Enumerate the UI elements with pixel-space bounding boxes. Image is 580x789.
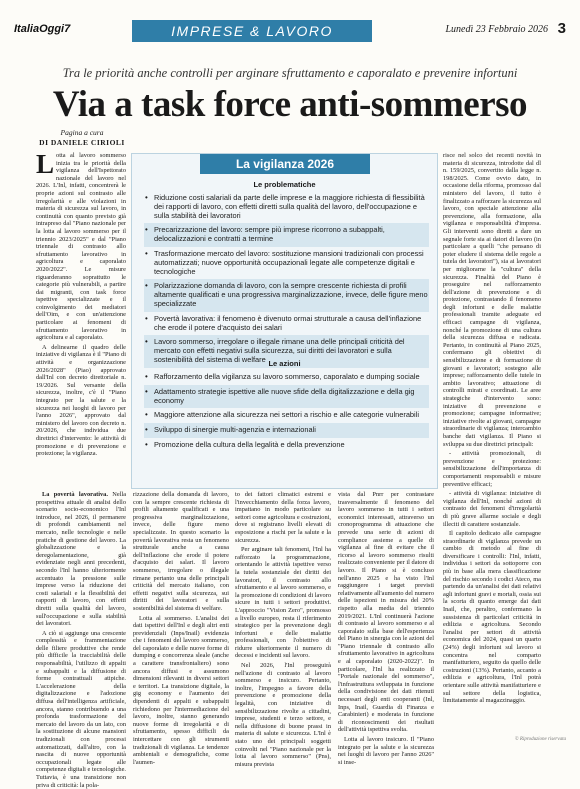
newspaper-logo: ItaliaOggi7 [14,23,71,35]
paragraph: risce nel solco dei recenti novità in materia di sicurezza, introdotte dal dl n. 159/2025, convertito dalla legge n. 198/2025. Come ovvio dato, in occasione della riforma, promosso dal ministero del lavoro, il tutto è finalizzato a rafforzare la sicurezza sul lavoro, con speciale attenzione alla prevenzione, alla formazione, alla vigilanza e responsabilità d'impresa. Gli interventi sono diretti a dare un segnale forte sia ai datori di lavoro (in particolare a quelli "che pensano di poter eludere il sistema delle regole a tutela dei lavoratori"), sia ai lavoratori per migliorarne la "cultura" della sicurezza. Finalità del Piano è proseguire nel rafforzamento dell'azione di prevenzione e di protezione, contrastando il fenomeno degli infortuni e delle malattie professionali tramite adeguate ed efficaci campagne di vigilanza, nonché la promozione di una cultura della sicurezza diffusa e radicata. Pertanto, in continuità al Piano 2025, confermano gli obiettivi di sensibilizzazione e di formazione di giovani e lavoratori; sostegno alle imprese; rafforzamento delle tutele in ambito lavorativo; attuazione di controlli mirati e coordinati. Le aree strategiche d'intervento sono: iniziative di prevenzione e promozione; campagne informative; iniziative rivolte ai giovani, campagne straordinarie di vigilanza; intercambio banche dati vigilanza. Il Piano si sviluppa su due direttrici principali: [443,152,541,448]
vigilanza-info-box [131,153,438,489]
masthead [14,20,566,46]
byline-page: Pagina a cura [60,128,104,137]
paragraph: La povertà lavorativa. Nella prospettiva attuale di analisi dello scenario socio-economico l'Inl introduce, nel 2026, il permanere di profondi cambiamenti nel mercato, nelle tecnologie e nelle pratiche di gestione del lavoro. La globalizzazione e la deregolamentazione, già evidenziate negli anni precedenti, secondo l'Inl hanno ulteriormente accentuato la pressione sulle imprese verso la riduzione dei costi salariali e la flessibilità dei rapporti di lavoro, con effetti diretti sulla qualità del lavoro, sull'occupazione e sulla stabilità dei lavoratori. [36,491,127,628]
paragraph: Lotta al lavoro sommerso inizia tra le priorità della vigilanza dell'Ispettorato nazionale del lavoro nel 2026. L'Inl, infatti, concentrerà le proprie azioni sul contrasto alle irregolarità e alle violazioni in materia di sicurezza sul lavoro, in continuità con quanto previsto già intrapreso dal "Piano nazionale per la lotta al lavoro sommerso per il triennio 2023/2025" e dal "Piano triennale di contrasto allo sfruttamento lavorativo in agricoltura e caporalato 2020/2022". Le misure riguarderanno soprattutto le categorie più vulnerabili, a partire dai migranti, con task force ispettive specializzate e il coinvolgimento dei mediatori dell'Oim, e con un'attenzione particolare ai fenomeni di sfruttamento lavorativo in agricoltura e al caporalato. [36,149,126,342]
article-column-5 [443,152,541,734]
paragraph: vista dal Pnrr per contrastare trasversalmente il fenomeno del lavoro sommerso in tutti i settori economici interessati, attraverso un cronoprogramma di attuazione che prevede una serie di azioni di compliance assieme a quelle di vigilanza al fine di evitare che il ricorso al lavoro sommerso risulti realizzato conveniente per il datore di lavoro. Il Piano si è concluso nell'anno 2025 e ha visto l'Inl raggiungere i target previsti relativamente all'aumento del numero delle ispezioni in misura del 20% rispetto alla media del triennio 2019/2021. L'Inl continuerà l'azione di contrasto al lavoro sommerso e al caporalato sulla base dell'esperienza del Piano in sinergia con le azioni del "Piano triennale di contrasto allo sfruttamento lavorativo in agricoltura e al caporalato (2020-2022)". In particolare, l'Inl ha realizzato il "Portale nazionale del sommerso", l'infrastruttura sviluppata in funzione della condivisione dei dati ritenuti necessari degli enti cooperanti (Inl, Inps, Inail, Guardia di Finanza e Carabinieri) e moderata in funzione di riconoscimenti dei risultati dell'attività ispettiva svolta. [338,491,434,734]
paragraph: - attività di vigilanza: iniziative di vigilanza dell'Inl, nonché azioni di contrasto dei fenomeni d'irregolarità di più grave allarme sociale e degli illeciti di carattere sostanziale. [443,490,541,528]
box-title: La vigilanza 2026 [200,154,370,174]
article-subtitle: Tra le priorità anche controlli per arginare sfruttamento e caporalato e prevenire infortuni [62,66,518,80]
section-lead: La povertà lavorativa. [42,491,108,498]
article-headline: Via a task force anti-sommerso [52,84,528,125]
copyright-note: © Riproduzione riservata [514,737,566,742]
problems-heading: Le problematiche [253,180,316,189]
actions-list [144,370,429,453]
list-item: • Adattamento strategie ispettive alle nuove sfide della digitalizzazione e della gig economy [144,385,429,409]
paragraph: - attività promozionali, di prevenzione e protezione: sensibilizzazione dell'importanza di comportamenti responsabili e misure preventive efficaci; [443,450,541,488]
paragraph: Lotta al lavoro insicuro. Il "Piano integrato per la salute e la sicurezza nei luoghi di lavoro per l'anno 2026" si inse- [338,736,434,766]
paragraph: Lotta al sommerso. L'analisi dei dati ispettivi dell'Inl e degli altri enti previdenziali (Inps/Inail) evidenzia che i fenomeni del lavoro sommerso, del caporalato e delle nuove forme di dumping e concorrenza sleale (anche a carattere transfrontaliero) sono ancora diffusi e assumono dimensioni rilevanti in diversi settori e territori. La transizione digitale, la gig economy e l'aumento dei dipendenti di appalti e subappalti richiedono per l'intermediazione del lavoro, inoltre, stanno generando nuove forme di irregolarità e di sfruttamento, spesso difficili da intercettare con gli strumenti tradizionali di vigilanza. Le tendenze ambientali e demografiche, come l'aumen- [133,614,229,766]
paragraph: Per arginare tali fenomeni, l'Inl ha rafforzato la programmazione, orientando le attività ispettive verso la tutela sostanziale dei diritti dei lavoratori, il contrasto allo sfruttamento e al lavoro sommerso, e la promozione di condizioni di lavoro sicure in tutti i settori produttivi. L'approccio "Vision Zero", promosso a livello europeo, resta il riferimento strategico per la prevenzione degli infortuni e delle malattie professionali, con l'obiettivo di ridurre ulteriormente il numero di decessi e incidenti sul lavoro. [235,546,331,660]
list-item: • Povertà lavorativa: il fenomeno è divenuto ormai strutturale a causa dell'inflazione che erode il potere d'acquisto dei salari [144,312,429,336]
paragraph: to dei fattori climatici estremi e l'invecchiamento della forza lavoro, impattano in modo particolare su settori come agricoltura e costruzioni, dove si registrano livelli elevati di esposizione a rischi per la salute e la sicurezza. [235,491,332,544]
paragraph: A ciò si aggiunge una crescente complessità e frammentazione delle filiere produttive che rende più difficile la tracciabilità delle responsabilità, l'utilizzo di appalti e subappalti e la diffusione di forme contrattuali atipiche. L'accelerazione della digitalizzazione e l'adozione diffusa dell'intelligenza artificiale, ancora, stanno contribuendo a una profonda trasformazione del mercato del lavoro da un lato, con la sostituzione di alcune mansioni tradizionali con processi automatizzati, dall'altro, con la nascita di nuove opportunità occupazionali legate alle competenze digitali e tecnologiche. Tuttavia, è una transizione non priva di criticità: la pola- [36,629,126,789]
list-item: • Precarizzazione del lavoro: sempre più imprese ricorrono a subappalti, delocalizzazioni e contratti a termine [144,223,429,247]
article-column-2 [133,491,229,766]
byline [32,128,132,148]
list-item: • Trasformazione mercato del lavoro: sostituzione mansioni tradizionali con processi automatizzati; nuove opportunità occupazionali legate alle competenze digitali e tecnologiche [144,247,429,279]
drop-cap: L [36,149,55,179]
article-column-1-bottom [36,491,127,789]
section-banner: IMPRESE & LAVORO [132,20,372,42]
problems-list [144,191,429,368]
paragraph: Il capitolo dedicato alle campagne straordinarie di vigilanza prevede un cambio di metodo al fine di diversificare i controlli: l'Inl, infatti, individua i settori da sottoporre con più in base alla mera classificazione del rischio secondo i codici Ateco, ma partendo da un'analisi dei dati relativi agli infortuni gravi e mortali, ossia sui la scorta di quanto emerge dai dati Inail, che, peraltro, confermano la sussistenza di particolari criticità in edilizia e agricoltura. Secondo l'analisi per settori di attività economica del 2024, quasi un quarto (24%) degli infortuni sul lavoro si concentra nel comparto manifatturiero, seguito da quello delle costruzioni (13%). Pertanto, accanto a edilizia e agricoltura, l'Inl potrà orientare sulle attività manifatturiere e sul settore della logistica, limitatamente al magazzinaggio. [443,530,541,705]
paragraph: Nel 2026, l'Inl proseguirà nell'azione di contrasto al lavoro sommerso e insicuro. Pertanto, inoltre, l'impegno a favore della prevenzione e promozione della legalità, con iniziative di sensibilizzazione rivolte a cittadini, imprese, studenti e terzo settore, e nella diffusione di buone prassi in materia di salute e sicurezza. L'Inl è stato uno dei principali soggetti coinvolti nel "Piano nazionale per la lotta al lavoro sommerso" (Pns), misura prevista [235,662,331,768]
list-item: • Maggiore attenzione alla sicurezza nei settori a rischio e alle categorie vulnerabili [144,408,429,423]
article-column-4 [338,491,434,766]
byline-author: DI DANIELE CIRIOLI [39,138,125,147]
paragraph: A delinearne il quadro delle iniziative di vigilanza è il "Piano di attività e organizzazione 2026/2028" (Piao) approvato dall'Inl con decreto direttoriale n. 19/2026. Sul versante della sicurezza, inoltre, c'è il "Piano integrato per la salute e la sicurezza nei luoghi di lavoro per l'anno 2026", approvato dal ministero del lavoro con decreto n. 20/2026, che individua due direttrici d'intervento: le attività di promozione e di prevenzione e protezione; la vigilanza. [36,343,126,458]
list-item: • Lavoro sommerso, irregolare o illegale rimane una delle principali criticità del mercato con effetti negativi sulla sicurezza, sui diritti dei lavoratori e sulla sostenibilità del sistema di welfare [144,335,429,367]
article-column-1-top [36,149,126,487]
actions-heading: Le azioni [268,359,301,368]
list-item: • Promozione della cultura della legalità e della prevenzione [144,438,429,453]
paragraph: rizzazione della domanda di lavoro, con la sempre crescente richiesta di profili altamente qualificati e una progressiva marginalizzazione, invece, delle figure meno specializzate. In questo scenario la povertà lavorativa resta un fenomeno strutturale anche a causa dell'inflazione che erode il potere d'acquisto dei salari. Il lavoro sommerso, irregolare o illegale rimane pertanto una delle principali criticità del mercato italiano, con effetti negativi sulla sicurezza, sui diritti dei lavoratori e sulla sostenibilità del sistema di welfare. [133,491,229,612]
list-item: • Sviluppo di sinergie multi-agenzia e internazionali [144,423,429,438]
list-item: • Rafforzamento della vigilanza su lavoro sommerso, caporalato e dumping sociale [144,370,429,385]
issue-date: Lunedì 23 Febbraio 2026 [445,24,548,35]
list-item: • Riduzione costi salariali da parte delle imprese e la maggiore richiesta di flessibilità dei rapporti di lavoro, con effetti diretti sulla qualità del lavoro, dell'occupazione e sulla stabilità dei lavoratori [144,191,429,223]
page-number: 3 [557,20,566,37]
article-column-3 [235,491,332,768]
list-item: • Polarizzazione domanda di lavoro, con la sempre crescente richiesta di profili altamente qualificati e una progressiva marginalizzazione, invece, delle figure meno specializzate [144,279,429,311]
